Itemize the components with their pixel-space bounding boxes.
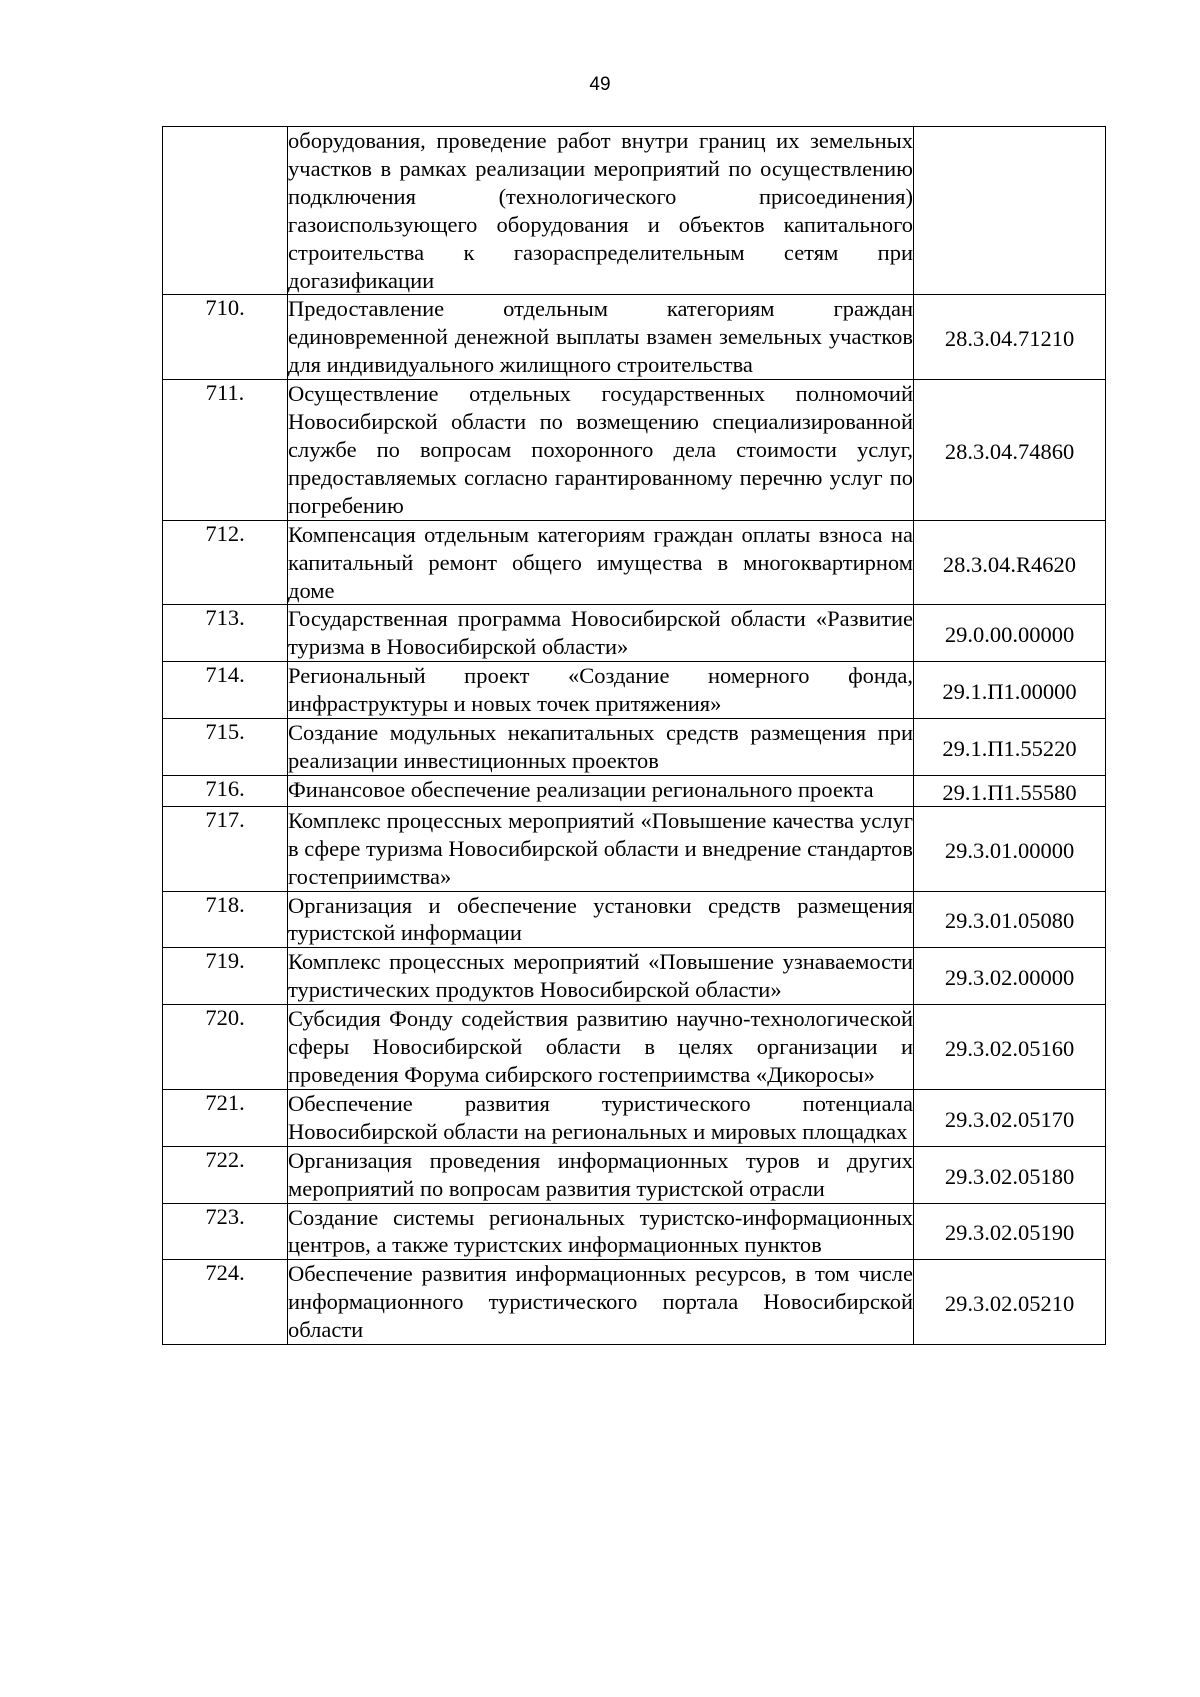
- row-description: Обеспечение развития информационных ресурсов, в том числе информационного туристического портала Новосибирской области: [288, 1261, 913, 1343]
- row-code-cell: [914, 775, 1106, 806]
- table-row: [163, 295, 1106, 380]
- table-row: [163, 1203, 1106, 1260]
- classification-table: [162, 126, 1106, 1345]
- row-description-cell: [288, 1203, 914, 1260]
- row-number: 723.: [163, 1203, 288, 1260]
- row-number: 722.: [163, 1146, 288, 1203]
- row-description: оборудования, проведение работ внутри границ их земельных участков в рамках реализации мероприятий по осуществлению подключения (технологического присоединения) газоиспользующего оборудования и объектов капитального строительства к газораспределительным сетям при догазификации: [288, 128, 913, 293]
- row-description: Государственная программа Новосибирской области «Развитие туризма в Новосибирской области»: [288, 606, 913, 660]
- row-description: Создание системы региональных туристско-информационных центров, а также туристских информационных пунктов: [288, 1204, 913, 1258]
- table-row: [163, 520, 1106, 605]
- row-description: Осуществление отдельных государственных полномочий Новосибирской области по возмещению специализированной службе по вопросам похоронного дела стоимости услуг, предоставляемых согласно гарантированному перечню услуг по погребению: [288, 381, 913, 518]
- row-description-cell: [288, 775, 914, 806]
- row-code-cell: [914, 806, 1106, 891]
- row-number: 724.: [163, 1260, 288, 1345]
- row-code: 29.3.02.05180: [944, 1163, 1075, 1189]
- table-row: [163, 1089, 1106, 1146]
- row-description: Организация проведения информационных туров и других мероприятий по вопросам развития туристской отрасли: [288, 1147, 913, 1201]
- row-description-cell: [288, 1260, 914, 1345]
- row-code-cell: [914, 948, 1106, 1005]
- row-code: 28.3.04.71210: [944, 326, 1075, 352]
- row-code: 29.1.П1.55220: [942, 735, 1077, 761]
- row-description-cell: [288, 948, 914, 1005]
- row-code-cell: [914, 1203, 1106, 1260]
- row-number: 717.: [163, 806, 288, 891]
- row-number: 714.: [163, 662, 288, 719]
- row-code-cell: [914, 891, 1106, 948]
- row-code-cell: [914, 662, 1106, 719]
- row-number: 716.: [163, 775, 288, 806]
- table-row: [163, 1005, 1106, 1090]
- table-row: [163, 775, 1106, 806]
- row-description: Финансовое обеспечение реализации регионального проекта: [288, 776, 874, 802]
- row-code: 29.1.П1.55580: [942, 779, 1077, 805]
- row-description: Создание модульных некапитальных средств размещения при реализации инвестиционных проектов: [288, 720, 913, 773]
- row-code-cell: [914, 380, 1106, 521]
- row-description-cell: [288, 127, 914, 295]
- row-code-cell: [914, 1260, 1106, 1345]
- table-row: [163, 605, 1106, 662]
- row-description-cell: [288, 605, 914, 662]
- row-code: 29.3.02.00000: [944, 965, 1075, 991]
- table-row: [163, 948, 1106, 1005]
- row-description: Комплекс процессных мероприятий «Повышение узнаваемости туристических продуктов Новосибирской области»: [288, 949, 913, 1003]
- row-code: 29.1.П1.00000: [942, 679, 1077, 705]
- row-code: 28.3.04.R4620: [942, 551, 1077, 577]
- table-row: [163, 891, 1106, 948]
- row-description-cell: [288, 295, 914, 380]
- page-number: 49: [589, 74, 611, 95]
- row-number: 721.: [163, 1089, 288, 1146]
- row-description: Комплекс процессных мероприятий «Повышение качества услуг в сфере туризма Новосибирской области и внедрение стандартов гостеприимства»: [288, 807, 913, 889]
- row-number: 710.: [163, 295, 288, 380]
- table-row: [163, 719, 1106, 776]
- row-description-cell: [288, 719, 914, 776]
- row-code: 29.3.02.05190: [944, 1220, 1075, 1246]
- table-row: [163, 1260, 1106, 1345]
- row-description-cell: [288, 520, 914, 605]
- row-number: 720.: [163, 1005, 288, 1090]
- row-description-cell: [288, 380, 914, 521]
- table-row: [163, 1146, 1106, 1203]
- row-code-cell: [914, 1005, 1106, 1090]
- row-number: 713.: [163, 605, 288, 662]
- table-row: [163, 380, 1106, 521]
- row-description: Региональный проект «Создание номерного фонда, инфраструктуры и новых точек притяжения»: [288, 663, 913, 717]
- table-row: [163, 662, 1106, 719]
- row-description-cell: [288, 1146, 914, 1203]
- row-code: 29.3.02.05160: [944, 1036, 1075, 1062]
- row-number: 719.: [163, 948, 288, 1005]
- row-number: [163, 127, 288, 295]
- row-code: 29.3.01.05080: [944, 908, 1075, 934]
- row-description-cell: [288, 1005, 914, 1090]
- row-number: 711.: [163, 380, 288, 521]
- row-code-cell: [914, 719, 1106, 776]
- row-code-cell: [914, 127, 1106, 295]
- row-code-cell: [914, 1146, 1106, 1203]
- row-description-cell: [288, 662, 914, 719]
- row-description: Компенсация отдельным категориям граждан оплаты взноса на капитальный ремонт общего имущества в многоквартирном доме: [288, 521, 913, 603]
- row-code-cell: [914, 520, 1106, 605]
- row-code: 29.3.02.05210: [944, 1291, 1075, 1317]
- row-code: 29.3.01.00000: [944, 837, 1075, 863]
- row-number: 715.: [163, 719, 288, 776]
- table-row: [163, 806, 1106, 891]
- row-number: 712.: [163, 520, 288, 605]
- row-description-cell: [288, 1089, 914, 1146]
- row-description: Обеспечение развития туристического потенциала Новосибирской области на региональных и мировых площадках: [288, 1090, 913, 1144]
- row-code-cell: [914, 1089, 1106, 1146]
- row-description-cell: [288, 806, 914, 891]
- row-description-cell: [288, 891, 914, 948]
- row-code: 29.3.02.05170: [944, 1106, 1075, 1132]
- row-description: Субсидия Фонду содействия развитию научно-технологической сферы Новосибирской области в целях организации и проведения Форума сибирского гостеприимства «Дикоросы»: [288, 1006, 913, 1087]
- table-row: [163, 127, 1106, 295]
- row-code: 28.3.04.74860: [944, 438, 1075, 464]
- row-description: Организация и обеспечение установки средств размещения туристской информации: [288, 892, 913, 946]
- row-code: 29.0.00.00000: [944, 622, 1075, 648]
- row-description: Предоставление отдельным категориям граждан единовременной денежной выплаты взамен земельных участков для индивидуального жилищного строительства: [288, 296, 913, 378]
- row-code-cell: [914, 295, 1106, 380]
- row-code-cell: [914, 605, 1106, 662]
- row-number: 718.: [163, 891, 288, 948]
